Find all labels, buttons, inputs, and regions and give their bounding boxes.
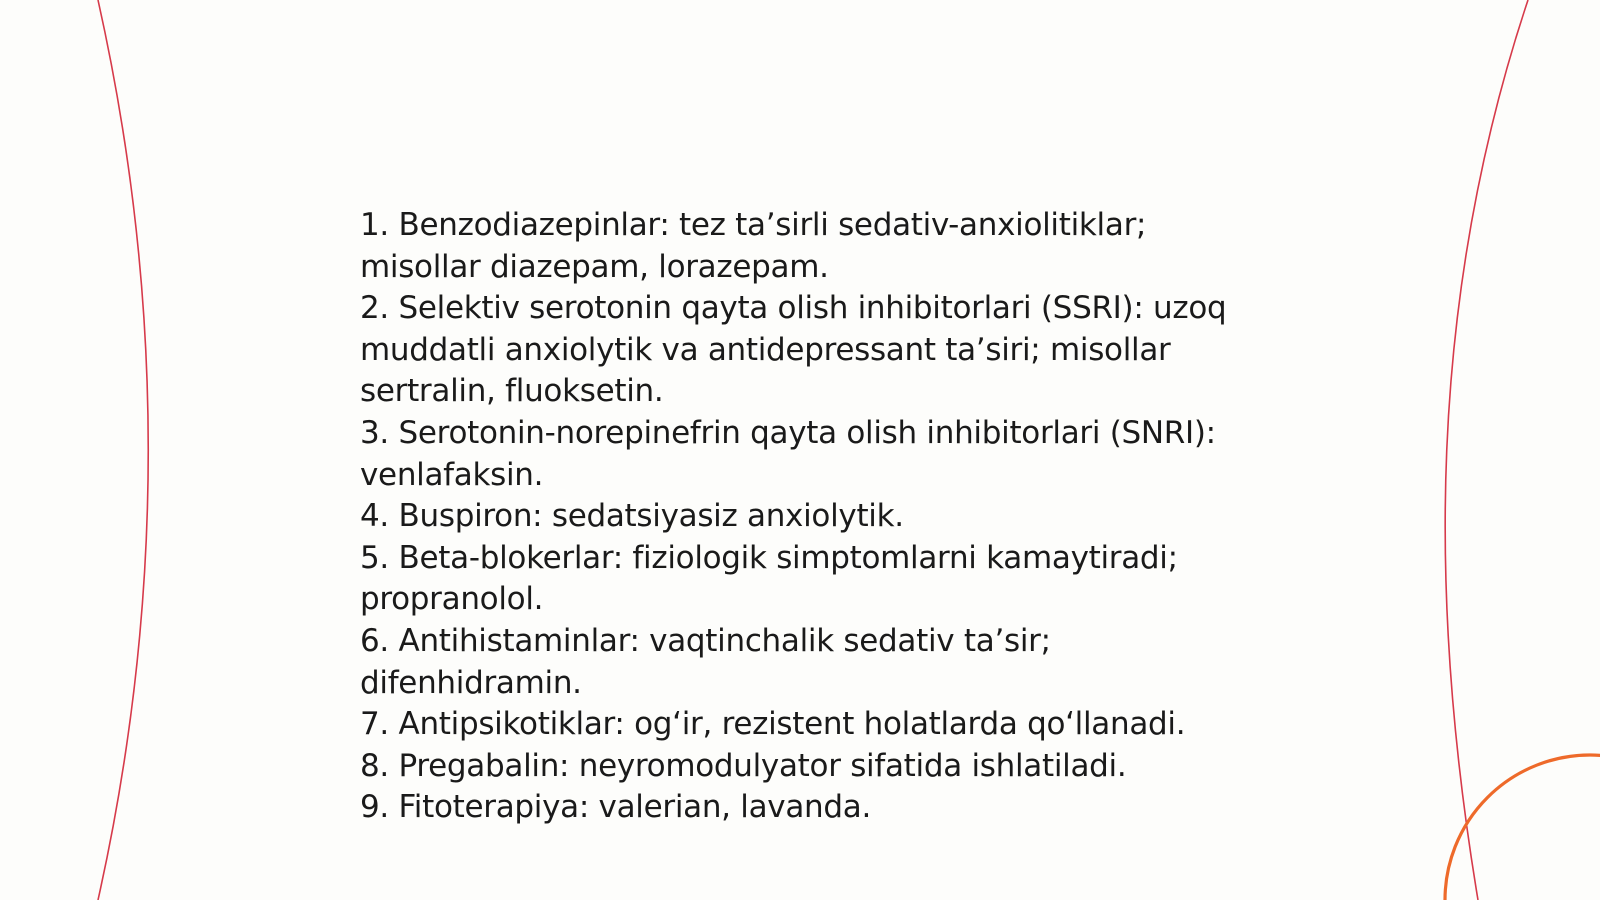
left-arc-line — [98, 0, 148, 900]
list-item: 8. Pregabalin: neyromodulyator sifatida ishlatiladi. — [360, 747, 1127, 784]
list-item: 9. Fitoterapiya: valerian, lavanda. — [360, 789, 872, 826]
list-item: 7. Antipsikotiklar: og‘ir, rezistent holatlarda qo‘llanadi. — [360, 706, 1186, 743]
list-item: 3. Serotonin-norepinefrin qayta olish inhibitorlari (SNRI): venlafaksin. — [360, 414, 1216, 493]
orange-circle-arc — [1445, 755, 1600, 900]
right-arc-line — [1445, 0, 1528, 900]
list-item: 6. Antihistaminlar: vaqtinchalik sedativ ta’sir; difenhidramin. — [360, 622, 1051, 701]
list-item: 1. Benzodiazepinlar: tez ta’sirli sedativ-anxiolitiklar; misollar diazepam, lorazepam. — [360, 207, 1147, 285]
list-item: 5. Beta-blokerlar: fiziologik simptomlarni kamaytiradi; propranolol. — [360, 539, 1178, 618]
list-item: 4. Buspiron: sedatsiyasiz anxiolytik. — [360, 498, 904, 535]
text-body — [360, 205, 1260, 829]
list-item: 2. Selektiv serotonin qayta olish inhibitorlari (SSRI): uzoq muddatli anxiolytik va antidepressant ta’siri; misollar sertralin, fluoksetin. — [360, 290, 1227, 410]
